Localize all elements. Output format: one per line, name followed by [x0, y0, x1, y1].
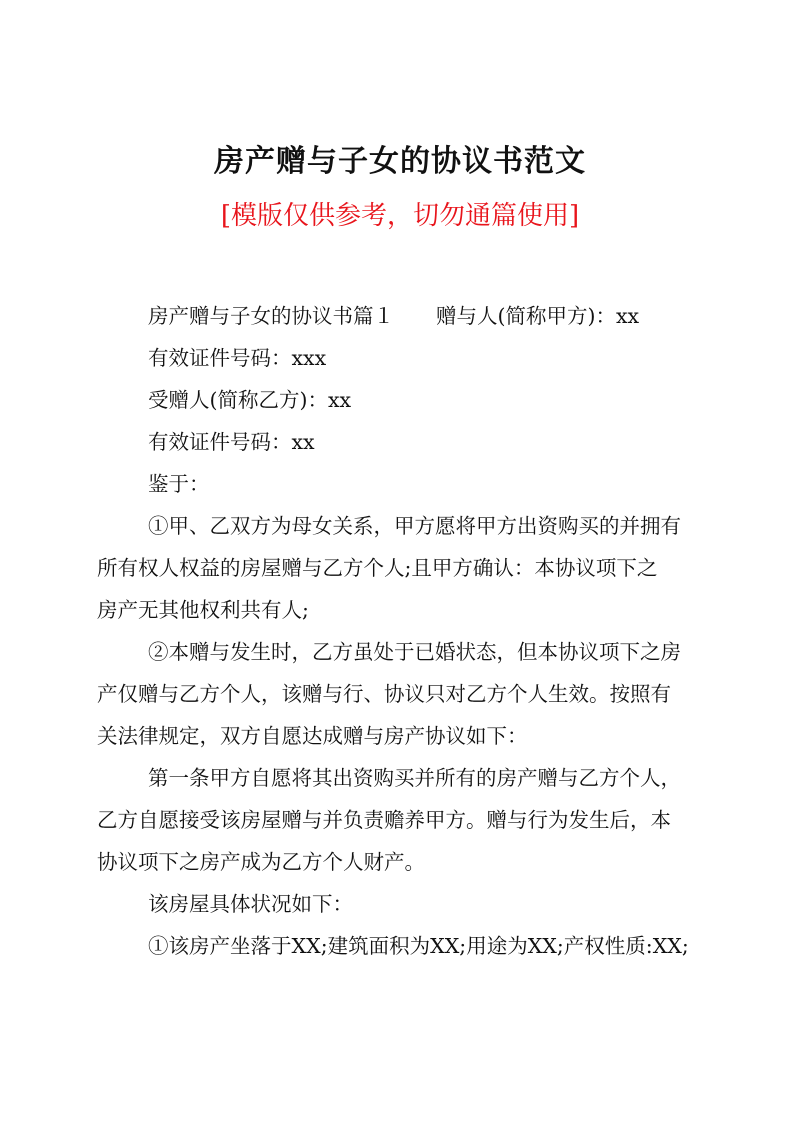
document-title: 房产赠与子女的协议书范文: [214, 144, 586, 179]
text-line-15: 该房屋具体状况如下：: [148, 892, 353, 916]
text-line-16: ①该房产坐落于XX;建筑面积为XX;用途为XX;产权性质:XX;: [148, 934, 689, 958]
text-line-11: 关法律规定，双方自愿达成赠与房产协议如下：: [97, 724, 528, 748]
text-line-8: 房产无其他权利共有人;: [97, 598, 309, 622]
text-line-5: 鉴于：: [148, 472, 210, 496]
text-line-2: 有效证件号码：xxx: [148, 346, 327, 370]
text-line-1: [148, 301, 639, 331]
text-line-6: ①甲、乙双方为母女关系，甲方愿将甲方出资购买的并拥有: [148, 514, 681, 538]
text-line-12: 第一条甲方自愿将其出资购买并所有的房产赠与乙方个人，: [148, 766, 681, 790]
text-line-4: 有效证件号码：xx: [148, 430, 315, 454]
template-notice: [模版仅供参考，切勿通篇使用]: [220, 201, 580, 231]
text-line-14: 协议项下之房产成为乙方个人财产。: [97, 850, 425, 874]
text-line-9: ②本赠与发生时，乙方虽处于已婚状态，但本协议项下之房: [148, 640, 681, 664]
text-line-13: 乙方自愿接受该房屋赠与并负责赡养甲方。赠与行为发生后，本: [97, 808, 671, 832]
section-heading: 房产赠与子女的协议书篇１: [148, 304, 394, 328]
text-line-7: 所有权人权益的房屋赠与乙方个人;且甲方确认：本协议项下之: [97, 556, 658, 580]
text-line-10: 产仅赠与乙方个人，该赠与行、协议只对乙方个人生效。按照有: [97, 682, 671, 706]
donor-label: 赠与人(简称甲方)：xx: [436, 304, 640, 328]
text-line-3: 受赠人(简称乙方)：xx: [148, 388, 352, 412]
